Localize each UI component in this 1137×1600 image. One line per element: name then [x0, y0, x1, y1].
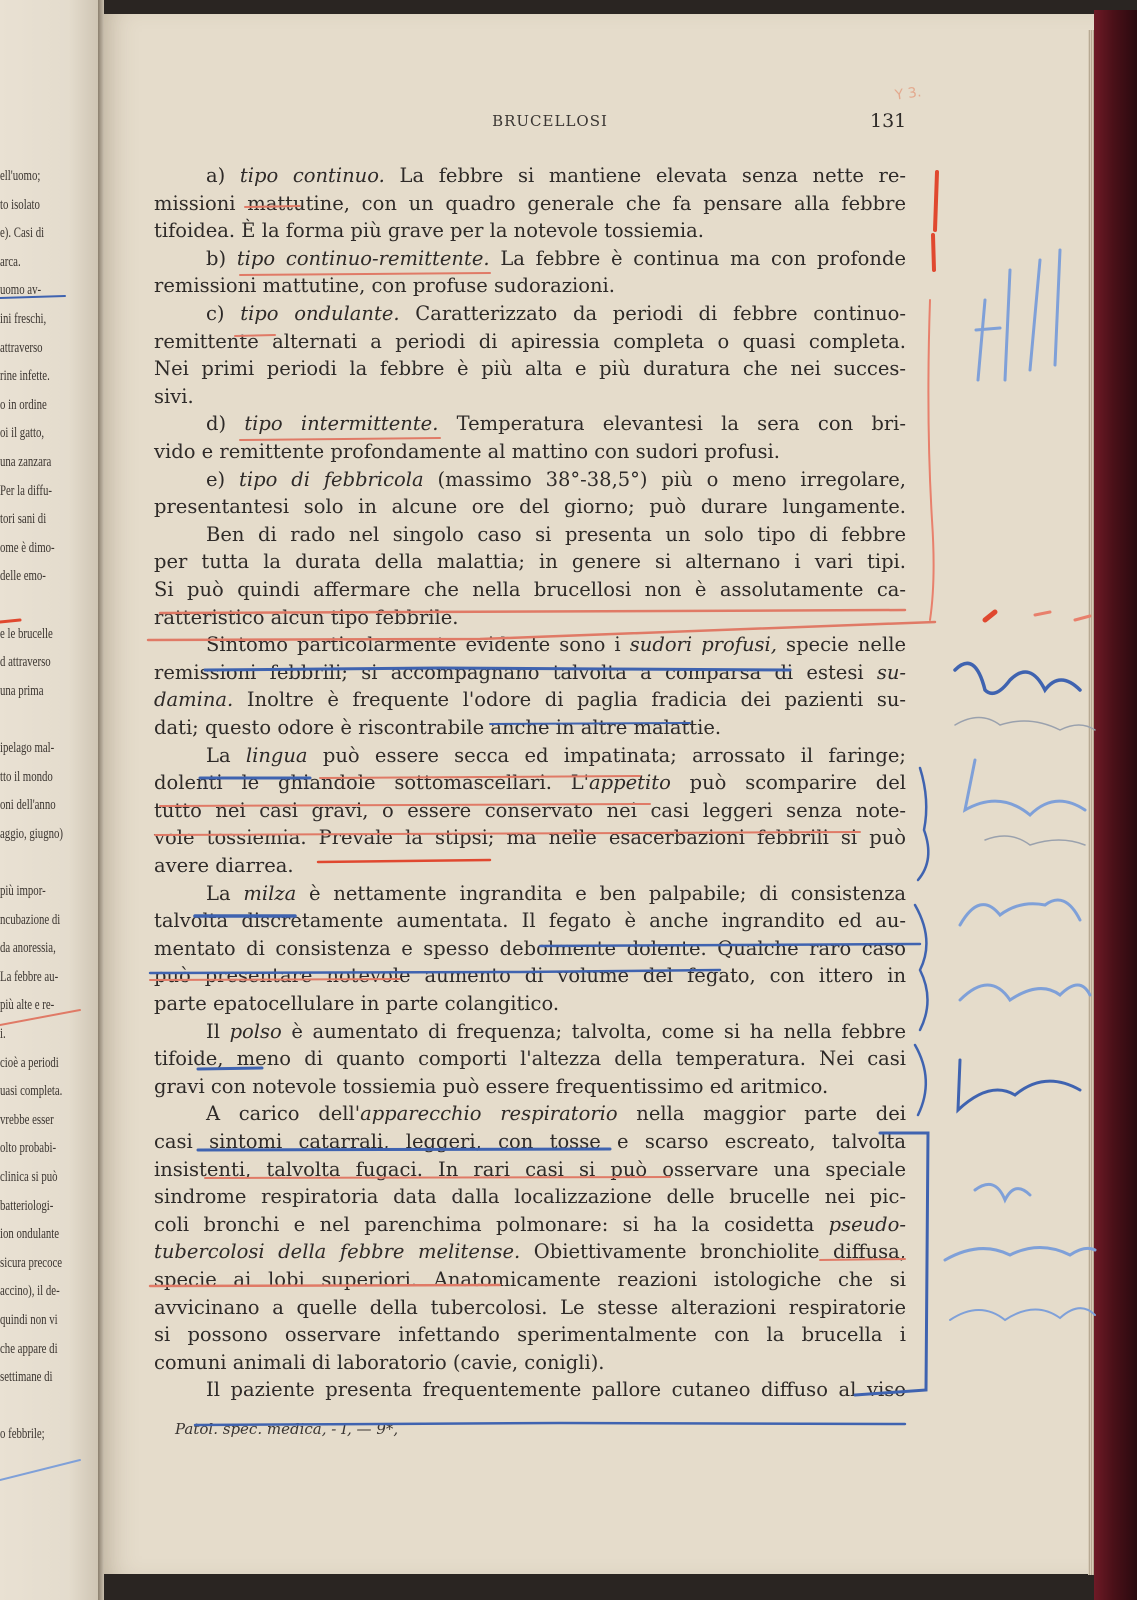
left-page-line: ncubazione di — [0, 911, 61, 928]
text-line — [154, 190, 906, 217]
text-line — [206, 521, 906, 548]
text-line — [154, 824, 906, 851]
text-line — [154, 659, 906, 686]
text-span: vole tossiemia. Prevale la stipsi; ma nelle esacerbazioni febbrili si può — [154, 826, 906, 850]
running-head: BRUCELLOSI — [492, 112, 608, 130]
text-span: Si può quindi affermare che nella brucellosi non è assolutamente ca- — [154, 578, 906, 601]
left-page-line: che appare di — [0, 1340, 58, 1357]
left-page-line: to isolato — [0, 196, 40, 213]
text-span: La — [206, 881, 244, 905]
left-page-line: cioè a periodi — [0, 1054, 59, 1071]
text-span: b) — [206, 246, 237, 270]
left-page-line: o febbrile; — [0, 1426, 45, 1443]
text-line — [206, 300, 906, 327]
text-span: Il paziente presenta frequentemente pallore cutaneo diffuso al viso — [206, 1378, 906, 1402]
text-line — [206, 1018, 906, 1045]
text-line — [154, 1238, 906, 1265]
left-page-line: ipelago mal- — [0, 740, 55, 756]
text-span: nella maggior parte dei — [617, 1102, 906, 1126]
text-span: Temperatura elevantesi la sera con bri- — [438, 412, 906, 436]
italic-text: tipo intermittente. — [244, 412, 439, 436]
left-page-line: clinica si può — [0, 1169, 58, 1185]
text-span: Il — [206, 1019, 230, 1043]
left-page-line: tto il mondo — [0, 768, 53, 785]
text-span: gravi con notevole tossiemia può essere frequentissimo ed aritmico. — [154, 1074, 829, 1098]
text-span: La — [206, 743, 246, 767]
left-page-line: aggio, giugno) — [0, 825, 64, 842]
text-line — [154, 272, 906, 299]
text-span: può essere secca ed impatinata; arrossato il faringe; — [307, 743, 906, 767]
left-page-line: quindi non vi — [0, 1312, 58, 1328]
text-line — [154, 383, 906, 410]
italic-text: tipo ondulante. — [240, 302, 400, 325]
text-span: è nettamente ingrandita e ben palpabile; di consistenza — [296, 881, 906, 905]
text-line — [154, 576, 906, 603]
text-span: sivi. — [154, 384, 194, 408]
text-span: avere diarrea. — [154, 854, 294, 877]
text-line — [154, 935, 906, 962]
text-span: d) — [206, 412, 245, 436]
page-number: 131 — [870, 110, 907, 132]
left-page-line: rine infette. — [0, 368, 50, 385]
text-line — [154, 438, 906, 465]
text-span: Nei primi periodi la febbre è più alta e più duratura che nei succes- — [154, 357, 906, 381]
text-line — [154, 907, 906, 934]
left-page-line: più alte e re- — [0, 997, 55, 1014]
text-span: Sintomo particolarmente evidente sono i — [206, 633, 630, 657]
text-span: e) — [206, 467, 240, 491]
text-span: La febbre è continua ma con profonde — [489, 246, 906, 270]
pencil-mark: Y 3. — [894, 84, 923, 104]
left-page-line: oni dell'anno — [0, 797, 56, 814]
book-cover-edge — [1094, 10, 1137, 1600]
left-page-line: da anoressia, — [0, 940, 56, 957]
text-span: specie ai lobi superiori. Anatomicamente reazioni istologiche che si — [154, 1268, 906, 1291]
left-page-line: ell'uomo; — [0, 168, 41, 184]
text-span: missioni mattutine, con un quadro generale che fa pensare alla febbre — [154, 191, 906, 215]
italic-text: lingua — [245, 743, 308, 767]
italic-text: su- — [876, 660, 906, 684]
left-page-line: delle emo- — [0, 568, 46, 585]
left-page-line: o in ordine — [0, 396, 47, 413]
text-line — [206, 1100, 906, 1127]
text-span: tifoide, meno di quanto comporti l'altezza della temperatura. Nei casi — [154, 1047, 906, 1071]
italic-text: tipo continuo. — [239, 164, 385, 187]
text-line — [154, 1073, 906, 1100]
text-span: dati; questo odore è riscontrabile anche in altre malattie. — [154, 716, 722, 739]
text-line — [154, 355, 906, 382]
italic-text: pseudo- — [828, 1212, 906, 1236]
italic-text: damina. — [154, 688, 234, 712]
text-line — [154, 962, 906, 989]
text-line — [206, 742, 906, 769]
text-span: avvicinano a quelle della tubercolosi. Le stesse alterazioni respiratorie — [154, 1295, 906, 1319]
text-span: tutto nei casi gravi, o essere conservato nei casi leggeri senza note- — [154, 798, 906, 822]
text-span: si possono osservare infettando sperimentalmente con la brucella i — [154, 1323, 906, 1347]
text-line — [154, 1128, 906, 1155]
text-span: Ben di rado nel singolo caso si presenta un solo tipo di febbre — [206, 522, 906, 546]
text-span: tifoidea. È la forma più grave per la notevole tossiemia. — [154, 219, 704, 243]
text-span: è aumentato di frequenza; talvolta, come si ha nella febbre — [281, 1019, 906, 1043]
text-span: sindrome respiratoria data dalla localizzazione delle brucelle nei pic- — [154, 1185, 906, 1209]
italic-text: apparecchio respiratorio — [360, 1102, 618, 1126]
text-line — [154, 990, 906, 1017]
text-line — [154, 1045, 906, 1072]
text-span: per tutta la durata della malattia; in genere si alternano i vari tipi. — [154, 550, 906, 574]
italic-text: tubercolosi della febbre melitense. — [154, 1240, 521, 1264]
text-line — [154, 328, 906, 355]
text-line — [154, 1156, 906, 1183]
left-page-line: e le brucelle — [0, 625, 53, 642]
left-page-line: settimane di — [0, 1369, 53, 1386]
left-page-line: oi il gatto, — [0, 425, 45, 442]
text-span: (massimo 38°-38,5°) più o meno irregolare, — [423, 467, 906, 491]
text-span: dolenti le ghiandole sottomascellari. L' — [154, 771, 590, 795]
text-line — [206, 410, 906, 437]
italic-text: polso — [229, 1019, 282, 1043]
text-span: A carico dell' — [206, 1102, 361, 1126]
text-line — [154, 548, 906, 575]
text-span: c) — [206, 302, 241, 325]
left-page-line: una zanzara — [0, 454, 52, 470]
left-page-line: vrebbe esser — [0, 1111, 54, 1128]
left-page-line: d attraverso — [0, 654, 51, 671]
text-span: parte epatocellulare in parte colangitico. — [154, 992, 560, 1015]
text-line — [154, 1211, 906, 1238]
text-line — [206, 466, 906, 493]
left-page-line: uasi completa. — [0, 1083, 63, 1100]
left-page-line: ion ondulante — [0, 1226, 60, 1243]
left-page-fragment — [0, 0, 98, 1600]
left-page-line: e). Casi di — [0, 225, 45, 242]
left-page-line: batteriologi- — [0, 1197, 54, 1214]
text-span: ratteristico alcun tipo febbrile. — [154, 605, 459, 629]
left-page-line: uomo av- — [0, 282, 42, 299]
text-span: Obiettivamente bronchiolite diffusa, — [520, 1240, 906, 1264]
text-span: Caratterizzato da periodi di febbre continuo- — [399, 302, 906, 325]
italic-text: sudori profusi, — [629, 633, 777, 657]
text-line — [154, 686, 906, 713]
left-page-line: arca. — [0, 253, 21, 270]
italic-text: milza — [243, 881, 297, 905]
text-line — [154, 1294, 906, 1321]
text-span: La febbre si mantiene elevata senza nette re- — [384, 164, 906, 187]
left-page-line: Per la diffu- — [0, 482, 52, 499]
italic-text: tipo di febbricola — [239, 467, 424, 491]
left-page-line: attraverso — [0, 339, 43, 356]
text-span: Inoltre è frequente l'odore di paglia fradicia dei pazienti su- — [233, 688, 906, 712]
text-line — [206, 880, 906, 907]
text-line — [154, 797, 906, 824]
text-line — [154, 714, 906, 741]
text-line — [154, 604, 906, 631]
text-span: presentantesi solo in alcune ore del giorno; può durare lungamente. — [154, 495, 906, 519]
text-span: talvolta discretamente aumentata. Il fegato è anche ingrandito ed au- — [154, 909, 906, 933]
text-line — [154, 852, 906, 879]
text-line — [206, 631, 906, 658]
text-span: insistenti, talvolta fugaci. In rari casi si può osservare una speciale — [154, 1157, 906, 1181]
left-page-line: più impor- — [0, 883, 46, 899]
text-line — [154, 493, 906, 520]
text-line — [206, 162, 906, 189]
left-page-line: sicura precoce — [0, 1254, 63, 1271]
text-line — [154, 1183, 906, 1210]
text-span: coli bronchi e nel parenchima polmonare: si ha la cosidetta — [154, 1212, 829, 1236]
left-page-line: una prima — [0, 682, 44, 699]
text-line — [154, 217, 906, 244]
text-span: comuni animali di laboratorio (cavie, conigli). — [154, 1350, 605, 1374]
text-span: mentato di consistenza e spesso debolmente dolente. Qualche raro caso — [154, 936, 906, 960]
left-page-line: i. — [0, 1026, 6, 1042]
text-line — [154, 1266, 906, 1293]
left-page-line: ome è dimo- — [0, 539, 55, 556]
text-span: remissioni febbrili; si accompagnano talvolta a comparsa di estesi — [154, 660, 877, 684]
text-span: specie nelle — [776, 633, 906, 657]
text-line — [154, 769, 906, 796]
text-span: può presentare notevole aumento di volume del fegato, con ittero in — [154, 964, 906, 988]
text-span: può scomparire del — [670, 771, 906, 795]
text-line — [206, 245, 906, 272]
text-span: a) — [206, 164, 240, 187]
text-span: casi sintomi catarrali, leggeri, con tosse e scarso escreato, talvolta — [154, 1130, 906, 1153]
left-page-line: tori sani di — [0, 511, 47, 528]
italic-text: tipo continuo-remittente. — [236, 246, 490, 270]
left-page-line: La febbre au- — [0, 968, 59, 985]
text-span: remissioni mattutine, con profuse sudorazioni. — [154, 274, 615, 298]
text-line — [206, 1376, 906, 1403]
text-span: vido e remittente profondamente al mattino con sudori profusi. — [154, 440, 780, 463]
text-span: remittente alternati a periodi di apiressia completa o quasi completa. — [154, 329, 906, 353]
left-page-line: accino), il de- — [0, 1283, 60, 1300]
text-line — [154, 1321, 906, 1348]
left-page-line: olto probabi- — [0, 1140, 57, 1157]
page-footer: Patol. spec. medica, - I, — 9*, — [175, 1420, 399, 1438]
text-line — [154, 1349, 906, 1376]
left-page-line: ini freschi, — [0, 311, 47, 327]
italic-text: appetito — [589, 771, 671, 795]
